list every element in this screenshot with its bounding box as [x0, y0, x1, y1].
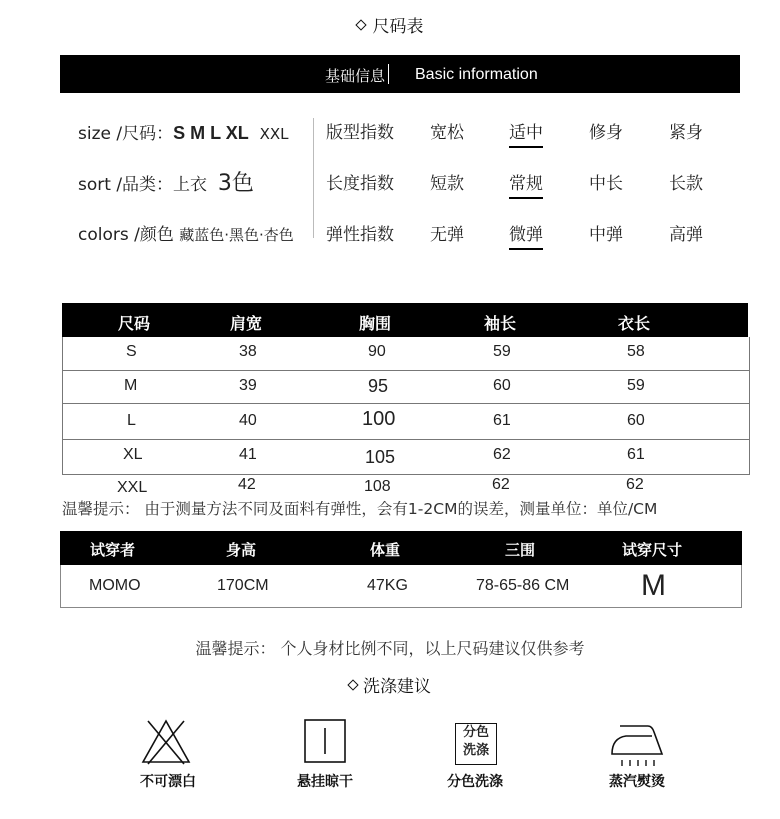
index-option: 修身 [589, 123, 623, 143]
col-header: 体重 [370, 541, 401, 559]
tryon-table-header [60, 531, 742, 565]
table-row: L 40 100 61 60 [62, 403, 750, 440]
colors-info: colors /颜色 藏蓝色·黑色·杏色 [78, 225, 294, 245]
care-label: 悬挂晾干 [297, 774, 353, 790]
col-header: 身高 [226, 541, 257, 559]
index-option: 长款 [669, 174, 703, 194]
index-option-selected: 适中 [509, 118, 543, 148]
size-chart-title: 尺码表 [0, 12, 780, 37]
index-option: 高弹 [669, 225, 703, 245]
col-header: 试穿尺寸 [622, 541, 683, 559]
col-header: 胸围 [359, 314, 392, 333]
diamond-icon [355, 19, 366, 30]
care-label: 分色洗涤 [447, 774, 503, 790]
care-label: 蒸汽熨烫 [609, 774, 665, 790]
index-option: 短款 [430, 174, 464, 194]
fit-tip: 温馨提示： 个人身材比例不同，以上尺码建议仅供参考 [195, 639, 585, 658]
diamond-icon [347, 679, 358, 690]
index-label: 版型指数 [326, 123, 394, 143]
index-label: 弹性指数 [326, 225, 394, 245]
info-divider [313, 118, 314, 238]
table-row: M 39 95 60 59 [62, 370, 750, 404]
header-cn: 基础信息 [324, 67, 385, 85]
size-info: size /尺码：S M L XL XXL [78, 123, 289, 144]
col-header: 尺码 [118, 314, 151, 333]
col-header: 袖长 [484, 314, 517, 333]
index-option: 中长 [589, 174, 623, 194]
index-option: 紧身 [669, 123, 703, 143]
hang-dry-icon [303, 718, 347, 764]
index-option-selected: 微弹 [509, 220, 543, 250]
no-bleach-icon [140, 718, 192, 766]
index-option-selected: 常规 [509, 169, 543, 199]
basic-info-header [60, 55, 740, 93]
index-option: 中弹 [589, 225, 623, 245]
wash-title: 洗涤建议 [0, 672, 780, 697]
tryon-row: MOMO 170CM 47KG 78-65-86 CM M [60, 565, 742, 608]
size-table-header [62, 303, 748, 337]
steam-iron-icon [608, 716, 666, 768]
col-header: 三围 [505, 541, 536, 559]
measurement-tip: 温馨提示： 由于测量方法不同及面料有弹性，会有1-2CM的误差，测量单位：单位/CM [62, 500, 658, 518]
care-label: 不可漂白 [140, 774, 196, 790]
index-option: 宽松 [430, 123, 464, 143]
table-row: S 38 90 59 58 [62, 337, 750, 371]
col-header: 试穿者 [90, 541, 136, 559]
header-divider [388, 64, 389, 84]
sort-info: sort /品类：上衣 3色 [78, 171, 254, 196]
header-en: Basic information [415, 66, 538, 83]
col-header: 衣长 [618, 314, 651, 333]
index-label: 长度指数 [326, 174, 394, 194]
index-option: 无弹 [430, 225, 464, 245]
table-row: XXL 42 108 62 62 [117, 476, 644, 496]
wash-separately-icon: 分色 洗涤 [455, 723, 497, 765]
table-row: XL 41 105 62 61 [62, 439, 750, 475]
col-header: 肩宽 [230, 314, 263, 333]
